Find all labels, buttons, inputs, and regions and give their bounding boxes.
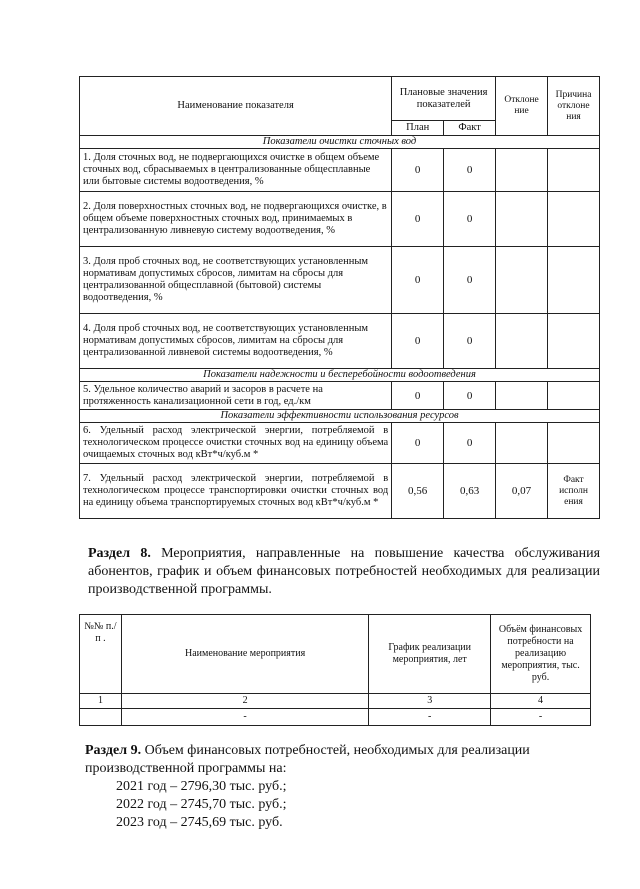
financial-year-2021: 2021 год – 2796,30 тыс. руб.; <box>116 779 287 794</box>
financial-year-2022: 2022 год – 2745,70 тыс. руб.; <box>116 797 287 812</box>
fact-value: 0 <box>444 247 496 314</box>
reason-value <box>548 149 600 192</box>
fact-value: 0 <box>444 382 496 410</box>
column-number: 1 <box>80 694 122 709</box>
plan-value: 0 <box>392 382 444 410</box>
reason-value <box>548 423 600 464</box>
header-fact: Факт <box>444 121 496 136</box>
indicator-name: 3. Доля проб сточных вод, не соответствующих установленным нормативам допустимых сбросов, лимитам на сбросы для централизованной общесплавной (бытовой) системы водоотведения, % <box>80 247 392 314</box>
section-9-paragraph <box>79 742 599 832</box>
column-number: 3 <box>369 694 491 709</box>
header-row-number: №№ п./п . <box>80 615 122 694</box>
deviation-value <box>496 382 548 410</box>
section-efficiency: Показатели эффективности использования ресурсов <box>80 410 600 423</box>
fact-value: 0 <box>444 192 496 247</box>
table-row <box>80 423 600 464</box>
header-reason: Причина отклоне ния <box>548 77 600 136</box>
activity-volume: - <box>491 709 591 726</box>
fact-value: 0 <box>444 423 496 464</box>
fact-value: 0 <box>444 314 496 369</box>
section-8-paragraph <box>88 545 600 599</box>
indicator-name: 6. Удельный расход электрической энергии, потребляемой в технологическом процессе очистки сточных вод на единицу объема очищаемых сточных вод кВт*ч/куб.м * <box>80 423 392 464</box>
activity-schedule: - <box>369 709 491 726</box>
table-row <box>80 464 600 519</box>
section-8-label: Раздел 8. <box>88 546 151 561</box>
table-row <box>80 382 600 410</box>
reason-value <box>548 314 600 369</box>
fact-value: 0 <box>444 149 496 192</box>
plan-value: 0,56 <box>392 464 444 519</box>
table-row <box>80 192 600 247</box>
row-number <box>80 709 122 726</box>
reason-value <box>548 192 600 247</box>
indicators-table <box>79 76 600 519</box>
section-8-text: Мероприятия, направленные на повышение качества обслуживания абонентов, график и объем финансовых потребностей необходимых для реализации производственной программы. <box>88 546 601 597</box>
header-deviation: Отклоне ние <box>496 77 548 136</box>
header-indicator-name: Наименование показателя <box>80 77 392 136</box>
column-number: 2 <box>121 694 368 709</box>
plan-value: 0 <box>392 423 444 464</box>
plan-value: 0 <box>392 314 444 369</box>
deviation-value <box>496 247 548 314</box>
header-plan: План <box>392 121 444 136</box>
indicator-name: 1. Доля сточных вод, не подвергающихся очистке в общем объеме сточных вод, сбрасываемых в централизованные общесплавные или бытовые системы водоотведения, % <box>80 149 392 192</box>
section-cleaning: Показатели очистки сточных вод <box>80 136 600 149</box>
plan-value: 0 <box>392 149 444 192</box>
indicator-name: 4. Доля проб сточных вод, не соответствующих установленным нормативам допустимых сбросов, лимитам на сбросы для централизованной ливневой системы водоотведения, % <box>80 314 392 369</box>
deviation-value: 0,07 <box>496 464 548 519</box>
column-numbering-row <box>80 694 591 709</box>
plan-value: 0 <box>392 247 444 314</box>
header-planned-values: Плановые значения показателей <box>392 77 496 121</box>
deviation-value <box>496 192 548 247</box>
header-activity-name: Наименование мероприятия <box>121 615 368 694</box>
reason-value <box>548 382 600 410</box>
section-reliability: Показатели надежности и бесперебойности водоотведения <box>80 369 600 382</box>
financial-year-2023: 2023 год – 2745,69 тыс. руб. <box>116 815 283 830</box>
header-financial-volume: Объём финансовых потребности на реализацию мероприятия, тыс. руб. <box>491 615 591 694</box>
activity-name: - <box>121 709 368 726</box>
indicator-name: 2. Доля поверхностных сточных вод, не подвергающихся очистке, в общем объеме поверхностных сточных вод, принимаемых в централизованную ливневую систему водоотведения, % <box>80 192 392 247</box>
section-9-label: Раздел 9. <box>85 743 142 758</box>
activities-table <box>79 614 591 726</box>
table-row <box>80 247 600 314</box>
indicator-name: 7. Удельный расход электрической энергии, потребляемой в технологическом процессе транспортировки очистки сточных вод на единицу объема транспортируемых сточных вод кВт*ч/куб.м * <box>80 464 392 519</box>
plan-value: 0 <box>392 192 444 247</box>
indicator-name: 5. Удельное количество аварий и засоров в расчете на протяженность канализационной сети в год, ед./км <box>80 382 392 410</box>
table-row <box>80 314 600 369</box>
section-9-intro <box>79 742 599 778</box>
deviation-value <box>496 314 548 369</box>
reason-value: Факт исполн ения <box>548 464 600 519</box>
deviation-value <box>496 149 548 192</box>
column-number: 4 <box>491 694 591 709</box>
deviation-value <box>496 423 548 464</box>
header-schedule: График реализации мероприятия, лет <box>369 615 491 694</box>
fact-value: 0,63 <box>444 464 496 519</box>
reason-value <box>548 247 600 314</box>
table-row <box>80 149 600 192</box>
table-row <box>80 709 591 726</box>
section-9-text: Объем финансовых потребностей, необходимых для реализации производственной программы на: <box>85 743 530 776</box>
